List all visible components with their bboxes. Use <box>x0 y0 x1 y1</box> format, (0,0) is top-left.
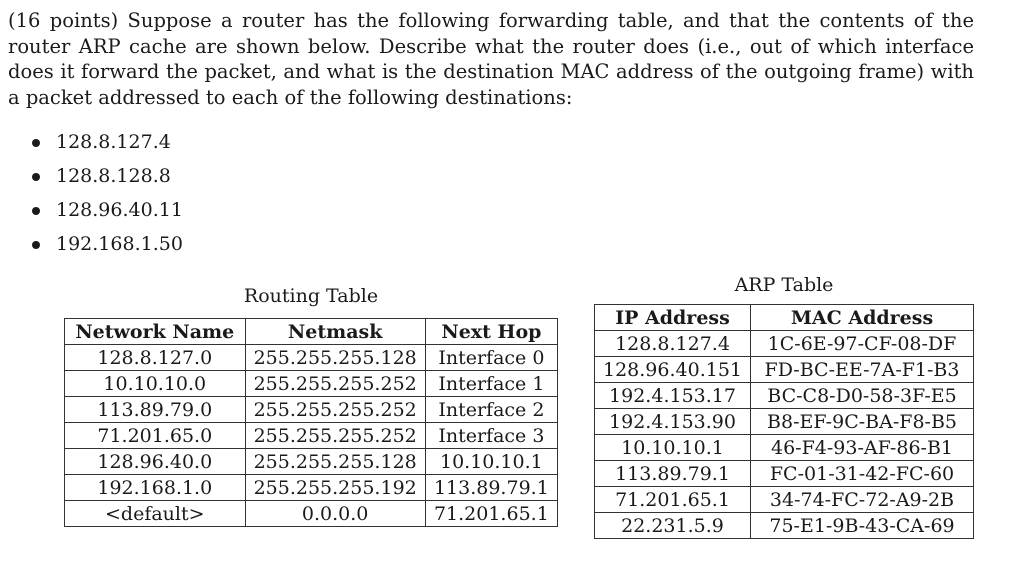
next-hop-cell: Interface 3 <box>425 423 557 449</box>
arp-table-header-row <box>595 305 974 331</box>
table-row <box>595 331 974 357</box>
netmask-cell: 255.255.255.252 <box>245 371 425 397</box>
arp-table-title: ARP Table <box>734 274 834 296</box>
netmask-cell: 255.255.255.252 <box>245 423 425 449</box>
ip-address-cell: 113.89.79.1 <box>595 461 751 487</box>
next-hop-cell: 71.201.65.1 <box>425 501 557 527</box>
network-name-cell: 192.168.1.0 <box>65 475 246 501</box>
table-row <box>65 371 558 397</box>
ip-address-cell: 128.8.127.4 <box>595 331 751 357</box>
destination-item: 128.96.40.11 <box>30 196 183 230</box>
destination-list <box>30 128 183 264</box>
ip-address-cell: 71.201.65.1 <box>595 487 751 513</box>
column-header: IP Address <box>595 305 751 331</box>
table-row <box>65 501 558 527</box>
network-name-cell: <default> <box>65 501 246 527</box>
mac-address-cell: 75-E1-9B-43-CA-69 <box>751 513 974 539</box>
next-hop-cell: 10.10.10.1 <box>425 449 557 475</box>
table-row <box>65 475 558 501</box>
table-row <box>595 487 974 513</box>
destination-item: 128.8.128.8 <box>30 162 183 196</box>
next-hop-cell: Interface 0 <box>425 345 557 371</box>
destination-item: 192.168.1.50 <box>30 230 183 264</box>
ip-address-cell: 192.4.153.17 <box>595 383 751 409</box>
network-name-cell: 128.8.127.0 <box>65 345 246 371</box>
arp-table <box>594 304 974 539</box>
routing-table <box>64 318 558 527</box>
table-row <box>595 409 974 435</box>
mac-address-cell: FD-BC-EE-7A-F1-B3 <box>751 357 974 383</box>
network-name-cell: 113.89.79.0 <box>65 397 246 423</box>
mac-address-cell: BC-C8-D0-58-3F-E5 <box>751 383 974 409</box>
mac-address-cell: 46-F4-93-AF-86-B1 <box>751 435 974 461</box>
table-row <box>65 397 558 423</box>
table-row <box>595 461 974 487</box>
next-hop-cell: Interface 2 <box>425 397 557 423</box>
network-name-cell: 128.96.40.0 <box>65 449 246 475</box>
table-row <box>595 435 974 461</box>
network-name-cell: 71.201.65.0 <box>65 423 246 449</box>
question-text: (16 points) Suppose a router has the following forwarding table, and that the contents of the router ARP cache are shown below. Describe what the router does (i.e., out of which interface does it forward the packet, and what is the destination MAC address of the outgoing frame) with a packet addressed to each of the following destinations: <box>8 9 974 109</box>
next-hop-cell: Interface 1 <box>425 371 557 397</box>
routing-table-title: Routing Table <box>243 285 379 307</box>
mac-address-cell: FC-01-31-42-FC-60 <box>751 461 974 487</box>
column-header: Next Hop <box>425 319 557 345</box>
next-hop-cell: 113.89.79.1 <box>425 475 557 501</box>
netmask-cell: 255.255.255.128 <box>245 345 425 371</box>
mac-address-cell: B8-EF-9C-BA-F8-B5 <box>751 409 974 435</box>
netmask-cell: 255.255.255.252 <box>245 397 425 423</box>
ip-address-cell: 128.96.40.151 <box>595 357 751 383</box>
netmask-cell: 0.0.0.0 <box>245 501 425 527</box>
mac-address-cell: 34-74-FC-72-A9-2B <box>751 487 974 513</box>
mac-address-cell: 1C-6E-97-CF-08-DF <box>751 331 974 357</box>
netmask-cell: 255.255.255.128 <box>245 449 425 475</box>
column-header: MAC Address <box>751 305 974 331</box>
routing-table-header-row <box>65 319 558 345</box>
column-header: Netmask <box>245 319 425 345</box>
table-row <box>595 513 974 539</box>
table-row <box>595 383 974 409</box>
column-header: Network Name <box>65 319 246 345</box>
ip-address-cell: 10.10.10.1 <box>595 435 751 461</box>
network-name-cell: 10.10.10.0 <box>65 371 246 397</box>
table-row <box>65 449 558 475</box>
destination-item: 128.8.127.4 <box>30 128 183 162</box>
table-row <box>65 345 558 371</box>
ip-address-cell: 22.231.5.9 <box>595 513 751 539</box>
ip-address-cell: 192.4.153.90 <box>595 409 751 435</box>
table-row <box>595 357 974 383</box>
table-row <box>65 423 558 449</box>
netmask-cell: 255.255.255.192 <box>245 475 425 501</box>
